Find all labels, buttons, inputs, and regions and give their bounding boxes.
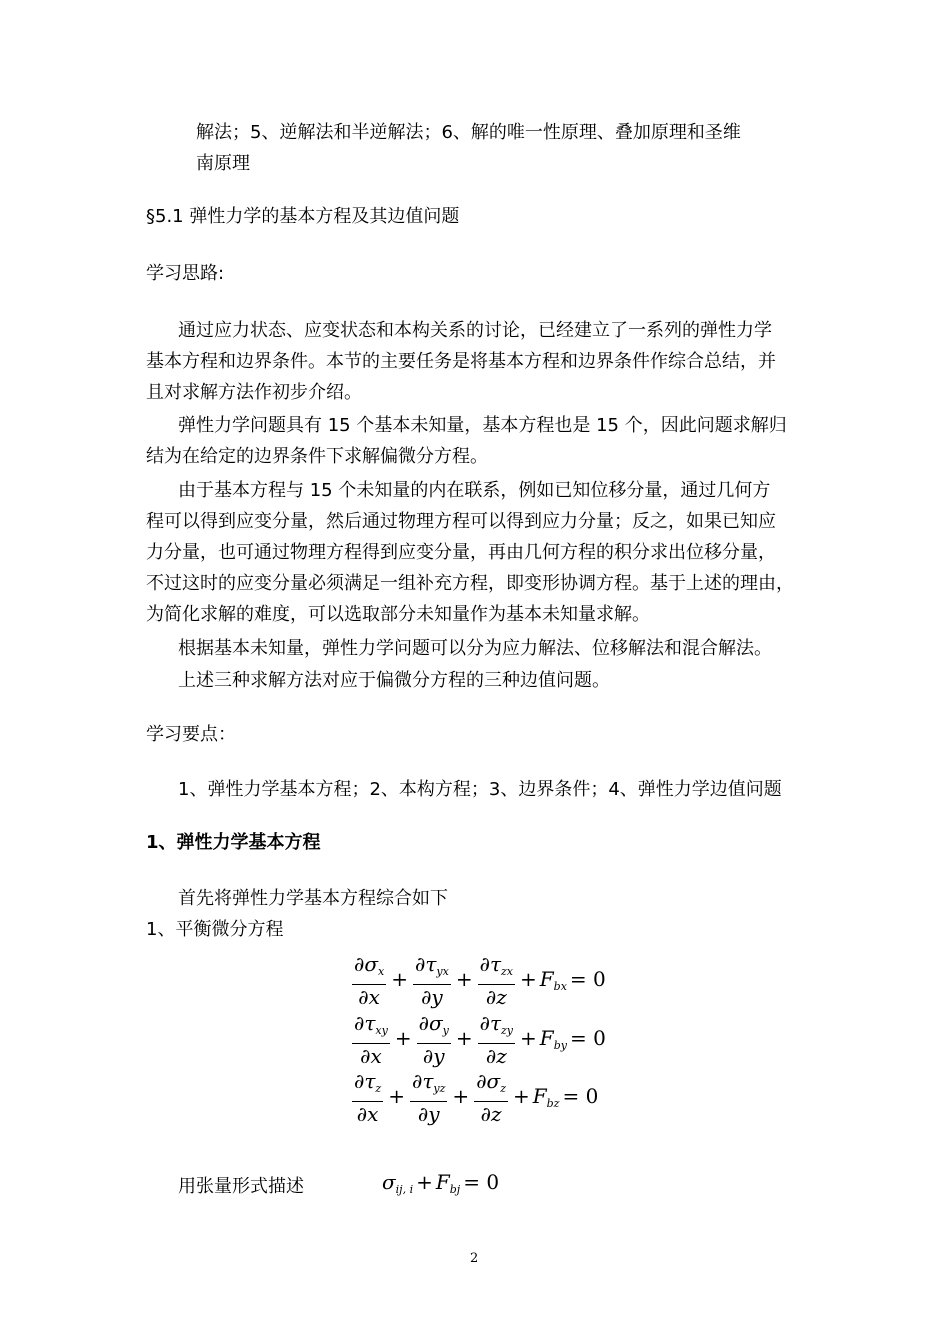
sub1-text: 首先将弹性力学基本方程综合如下: [178, 888, 448, 909]
thinking-p4: 根据基本未知量，弹性力学问题可以分为应力解法、位移解法和混合解法。: [178, 638, 772, 659]
tensor-equation: $\sigma_{ij, i} + F_{bj} = 0$: [382, 1170, 500, 1196]
fraction-term-2: $\frac{\partial\tau_{yx}}{\partial y}$: [414, 952, 449, 1009]
thinking-p5: 上述三种求解方法对应于偏微分方程的三种边值问题。: [178, 670, 610, 691]
fraction-term-3: $\frac{\partial\sigma_z}{\partial z}$: [476, 1069, 506, 1126]
fraction-term-1: $\frac{\partial\tau_z}{\partial x}$: [354, 1069, 382, 1126]
thinking-p1-line3: 且对求解方法作初步介绍。: [146, 382, 362, 403]
thinking-p3-line5: 为简化求解的难度，可以选取部分未知量作为基本未知量求解。: [146, 604, 650, 625]
thinking-p2-line1: 弹性力学问题具有 15 个基本未知量，基本方程也是 15 个，因此问题求解归: [178, 415, 787, 436]
thinking-p1-line1: 通过应力状态、应变状态和本构关系的讨论，已经建立了一系列的弹性力学: [178, 320, 772, 341]
fraction-term-1: $\frac{\partial\tau_{xy}}{\partial x}$: [354, 1011, 388, 1068]
fraction-term-3: $\frac{\partial\tau_{zx}}{\partial z}$: [479, 952, 514, 1009]
intro-line-1: 解法；5、逆解法和半逆解法；6、解的唯一性原理、叠加原理和圣维: [196, 122, 741, 143]
intro-line-2: 南原理: [196, 153, 250, 174]
fraction-term-2: $\frac{\partial\sigma_y}{\partial y}$: [418, 1011, 449, 1068]
fraction-term-2: $\frac{\partial\tau_{yz}}{\partial y}$: [411, 1069, 446, 1126]
page-number: 2: [470, 1251, 479, 1266]
thinking-p1-line2: 基本方程和边界条件。本节的主要任务是将基本方程和边界条件作综合总结，并: [146, 351, 776, 372]
fraction-term-3: $\frac{\partial\tau_{zy}}{\partial z}$: [479, 1011, 514, 1068]
equilibrium-equation-z: $\frac{\partial\tau_z}{\partial x}$ + $\frac{\partial\tau_{yz}}{\partial y}$ + $\frac{\partial\sigma_z}{\partial z}$ + $F_{bz} = 0$: [354, 1069, 599, 1126]
keypoints-label: 学习要点：: [146, 724, 236, 745]
fraction-term-1: $\frac{\partial\sigma_x}{\partial x}$: [354, 952, 385, 1009]
section-heading: §5.1 弹性力学的基本方程及其边值问题: [146, 206, 460, 227]
thinking-p3-line2: 程可以得到应变分量，然后通过物理方程可以得到应力分量；反之，如果已知应: [146, 511, 776, 532]
keypoints-list: 1、弹性力学基本方程；2、本构方程；3、边界条件；4、弹性力学边值问题: [178, 779, 782, 800]
equilibrium-equation-x: $\frac{\partial\sigma_x}{\partial x}$ + $\frac{\partial\tau_{yx}}{\partial y}$ + $\frac{\partial\tau_{zx}}{\partial z}$ + $F_{bx} = 0$: [354, 952, 606, 1009]
thinking-label: 学习思路:: [146, 263, 225, 284]
thinking-p3-line4: 不过这时的应变分量必须满足一组补充方程，即变形协调方程。基于上述的理由，: [146, 573, 794, 594]
thinking-p3-line3: 力分量，也可通过物理方程得到应变分量，再由几何方程的积分求出位移分量，: [146, 542, 776, 563]
sub1-heading: 1、弹性力学基本方程: [146, 832, 321, 853]
equilibrium-equation-y: $\frac{\partial\tau_{xy}}{\partial x}$ + $\frac{\partial\sigma_y}{\partial y}$ + $\frac{\partial\tau_{zy}}{\partial z}$ + $F_{by} = 0$: [354, 1011, 606, 1068]
thinking-p3-line1: 由于基本方程与 15 个未知量的内在联系，例如已知位移分量，通过几何方: [178, 480, 771, 501]
tensor-label: 用张量形式描述: [178, 1176, 304, 1197]
thinking-p2-line2: 结为在给定的边界条件下求解偏微分方程。: [146, 446, 488, 467]
sub1-item: 1、平衡微分方程: [146, 919, 284, 940]
